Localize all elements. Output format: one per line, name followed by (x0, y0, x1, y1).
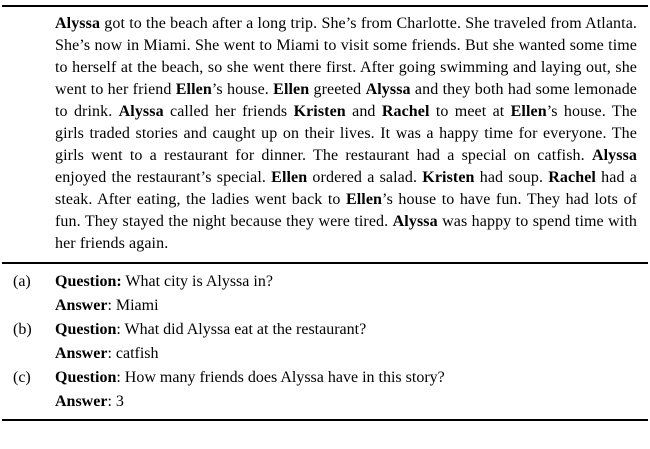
answer-prefix: Answer (55, 392, 108, 410)
qa-item-label: (a) (13, 272, 31, 290)
question-line: Question: What city is Alyssa in? (55, 272, 273, 290)
question-prefix: Question (55, 320, 117, 338)
entity-name: Alyssa (55, 15, 101, 32)
qa-item-label: (b) (13, 320, 32, 338)
qa-item-label: (c) (13, 368, 31, 386)
bottom-rule (2, 419, 648, 422)
answer-line: Answer: Miami (55, 296, 159, 314)
entity-name: Kristen (293, 103, 346, 120)
entity-name: Kristen (422, 169, 475, 186)
entity-name: Alyssa (118, 103, 164, 120)
question-line: Question: How many friends does Alyssa have in this story? (55, 368, 445, 386)
qa-section (0, 264, 650, 419)
answer-prefix: Answer (55, 344, 108, 362)
entity-name: Alyssa (591, 147, 637, 164)
question-line: Question: What did Alyssa eat at the restaurant? (55, 320, 367, 338)
entity-name: Ellen (175, 81, 212, 98)
qa-item (0, 318, 637, 366)
entity-name: Rachel (381, 103, 430, 120)
qa-item-body (55, 318, 637, 366)
entity-name: Rachel (548, 169, 596, 186)
story-passage: Alyssa got to the beach after a long trip. She’s from Charlotte. She traveled from Atlanta. She’s now in Miami. She went to Miami to visit some friends. But she wanted some time to herself at the beach, so she went there first. After going swimming and laying out, she went to her friend Ellen’s house. Ellen greeted Alyssa and they both had some lemonade to drink. Alyssa called her friends Kristen and Rachel to meet at Ellen’s house. The girls traded stories and caught up on their lives. It was a happy time for everyone. The girls went to a restaurant for dinner. The restaurant had a special on catfish. Alyssa enjoyed the restaurant’s special. Ellen ordered a salad. Kristen had soup. Rachel had a steak. After eating, the ladies went back to Ellen’s house to have fun. They had lots of fun. They stayed the night because they were tired. Alyssa was happy to spend time with her friends again. (55, 15, 637, 252)
qa-item-body (55, 366, 637, 414)
qa-item (0, 270, 637, 318)
answer-prefix: Answer (55, 296, 108, 314)
qa-item-body (55, 270, 637, 318)
question-prefix: Question (55, 368, 117, 386)
entity-name: Ellen (510, 103, 547, 120)
entity-name: Ellen (273, 81, 310, 98)
entity-name: Ellen (345, 191, 383, 208)
top-rule (2, 5, 648, 7)
entity-name: Alyssa (392, 213, 438, 230)
entity-name: Alyssa (365, 81, 411, 98)
answer-line: Answer: 3 (55, 392, 124, 410)
answer-line: Answer: catfish (55, 344, 159, 362)
question-prefix: Question: (55, 272, 122, 290)
qa-item (0, 366, 637, 414)
entity-name: Ellen (271, 169, 308, 186)
